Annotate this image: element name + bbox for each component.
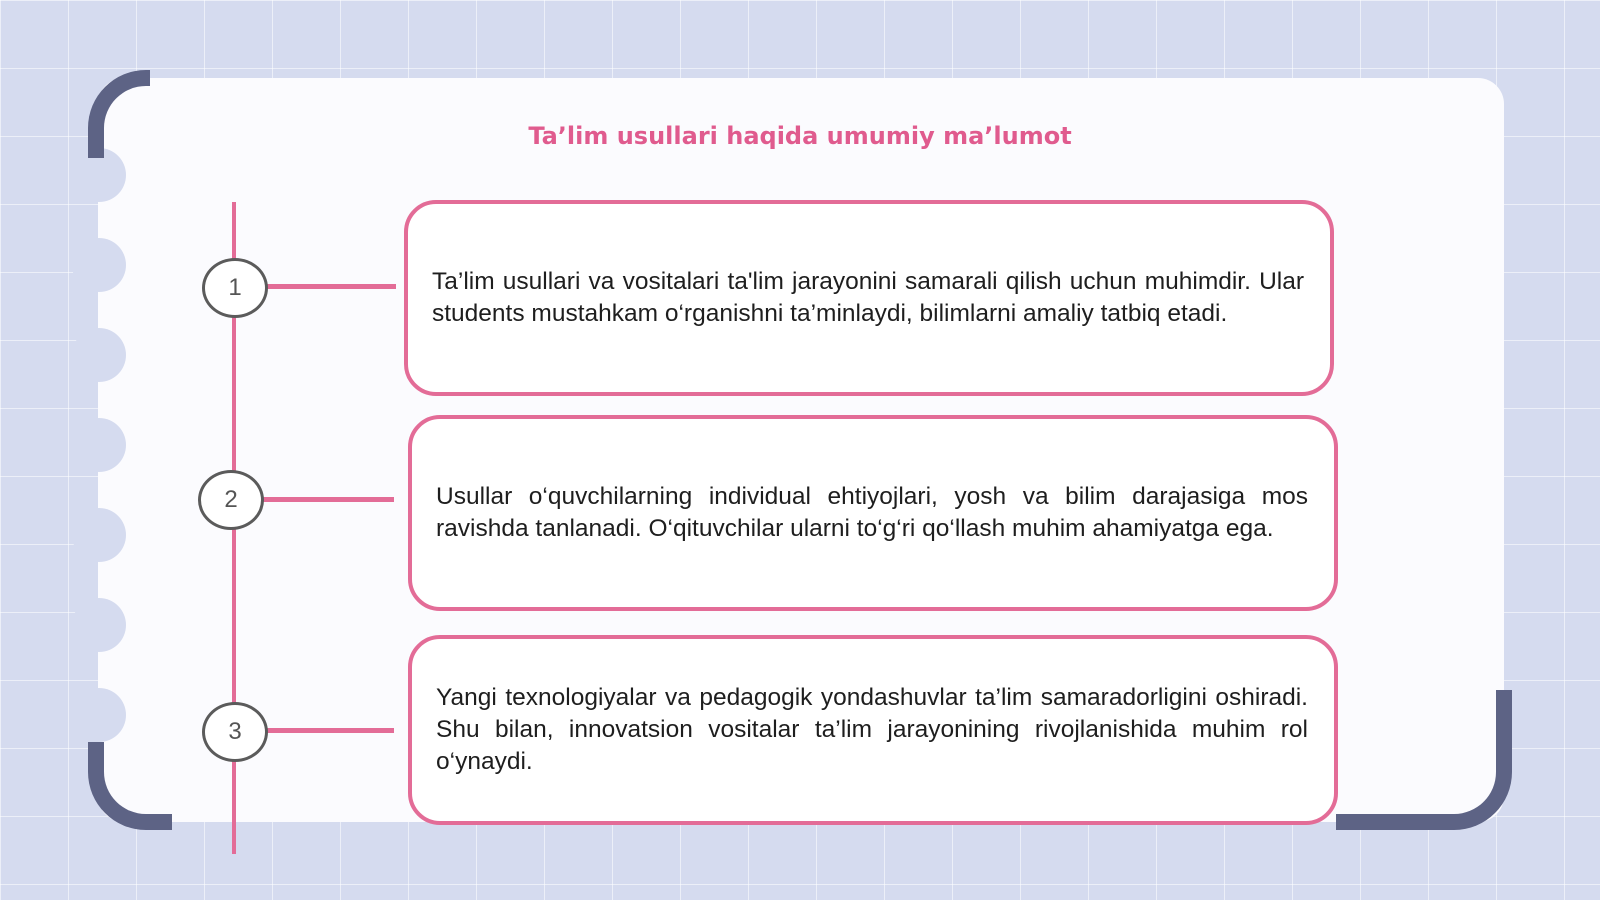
slide-title: Ta’lim usullari haqida umumiy ma’lumot [528,122,1072,150]
notebook-hole [72,688,126,742]
info-box-3 [408,635,1338,825]
info-box-1 [404,200,1334,396]
corner-bracket-top-left [88,70,150,158]
notebook-hole [72,508,126,562]
notebook-hole [72,328,126,382]
notebook-hole [72,598,126,652]
connector-line-2 [262,497,394,502]
step-number-3: 3 [202,702,268,762]
info-box-2 [408,415,1338,611]
info-text-3: Yangi texnologiyalar va pedagogik yondashuvlar ta’lim samaradorligini oshiradi. Shu bilan, innovatsion vositalar ta’lim jarayonining rivojlanishida muhim rol o‘ynaydi. [436,684,1308,775]
notebook-hole [72,418,126,472]
connector-line-1 [266,284,396,289]
step-number-2: 2 [198,470,264,530]
connector-line-3 [266,728,394,733]
corner-bracket-bottom-right [1336,690,1512,830]
notebook-hole [72,238,126,292]
corner-bracket-bottom-left [88,742,172,830]
info-text-2: Usullar o‘quvchilarning individual ehtiyojlari, yosh va bilim darajasiga mos ravishda tanlanadi. O‘qituvchilar ularni to‘g‘ri qo‘llash muhim ahamiyatga ega. [436,483,1308,542]
info-text-1: Ta’lim usullari va vositalari ta'lim jarayonini samarali qilish uchun muhimdir. Ular students mustahkam o‘rganishni ta’minlaydi, bilimlarni amaliy tatbiq etadi. [432,268,1304,327]
step-number-1: 1 [202,258,268,318]
